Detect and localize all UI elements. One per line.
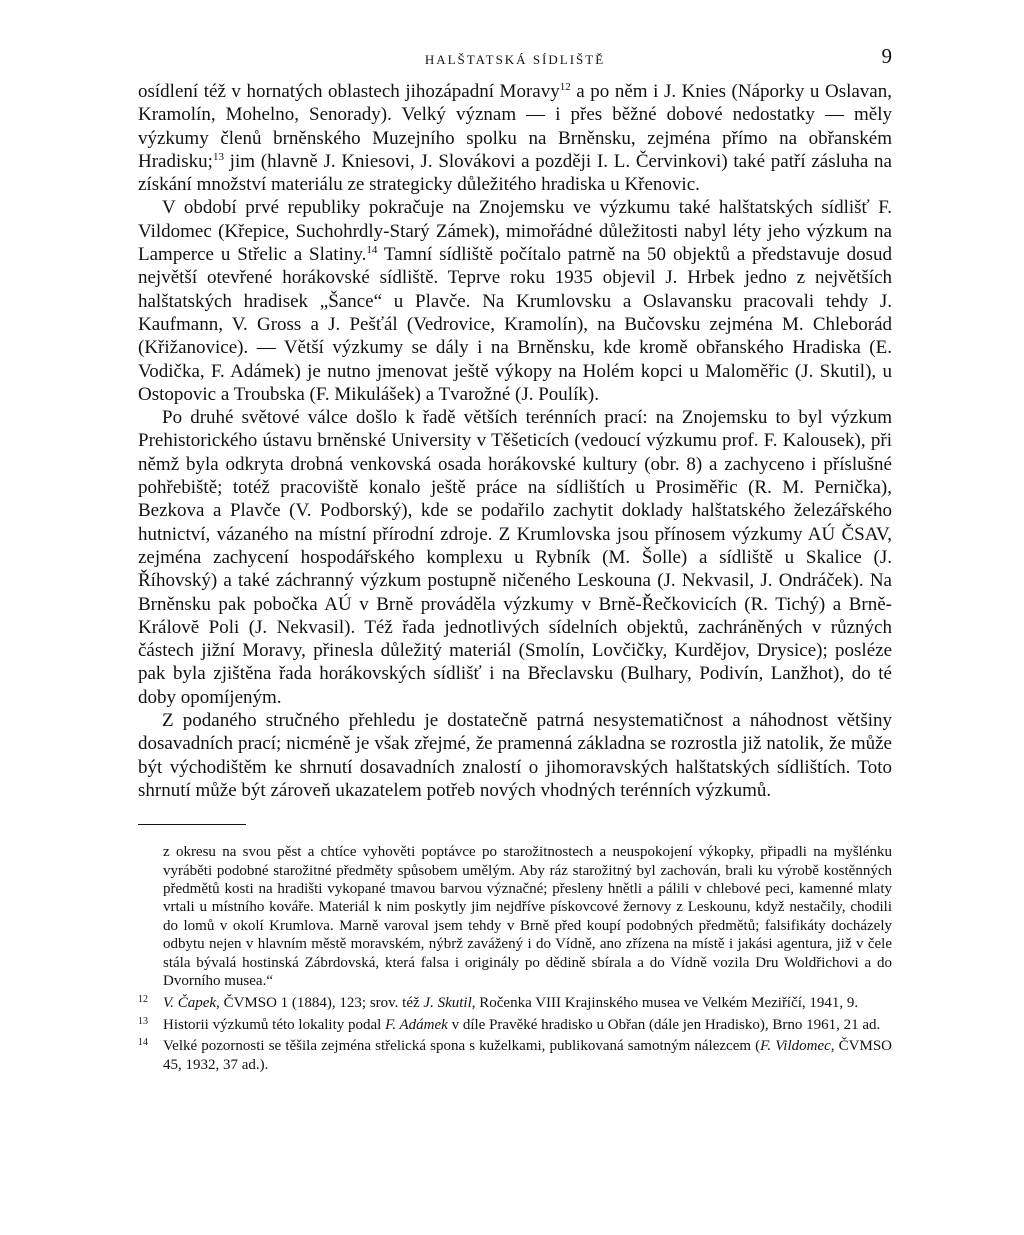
paragraph	[138, 80, 892, 196]
footnote-text	[163, 1016, 892, 1034]
footnote-12	[138, 994, 892, 1012]
text-run: V období prvé republiky pokračuje na Znojemsku ve výzkumu také halštatských sídlišť F. Vildomec (Křepice, Suchohrdly-Starý Zámek), mimořádné důležitosti nabyl léty jeho výzkum na Lamperce u Střelic a Slatiny.	[138, 197, 892, 266]
footnote-text	[163, 994, 892, 1012]
author-name: V. Čapek,	[163, 995, 220, 1012]
footnote-number: 13	[138, 1015, 148, 1027]
text-run: jim (hlavně J. Kniesovi, J. Slovákovi a později I. L. Červinkovi) také patří zásluha na získání množství materiálu ze strategicky důležitého hradiska u Křenovic.	[138, 150, 892, 196]
text-run: Velké pozornosti se těšila zejména střelická spona s kuželkami, publikovaná samotným nálezcem (	[163, 1038, 761, 1055]
text-run: Historii výzkumů této lokality podal	[163, 1016, 386, 1033]
text-run: a po něm i J. Knies (Náporky u Oslavan, Kramolín, Mohelno, Senorady). Velký význam — i přes běžné dobové nedostatky — měly výzkumy členů brněnského Muzejního spolku na Brněnsku, zejména přímo na obřanském Hradisku;	[138, 81, 892, 172]
footnote-14	[138, 1037, 892, 1074]
footnotes	[138, 843, 892, 1074]
running-header	[138, 40, 892, 80]
footnote-divider	[138, 824, 246, 825]
running-title: HALŠTATSKÁ SÍDLIŠTĚ	[424, 52, 606, 67]
footnote-number: 14	[138, 1037, 148, 1049]
author-name: F. Vildomec,	[760, 1038, 835, 1055]
author-name: F. Adámek	[385, 1016, 448, 1033]
text-run: Ročenka VIII Krajinského musea ve Velkém Meziříčí, 1941, 9.	[475, 995, 859, 1012]
author-name: J. Skutil,	[423, 995, 476, 1012]
paragraph: Z podaného stručného přehledu je dostatečně patrná nesystematičnost a náhodnost většiny dosavadních prací; nicméně je však zřejmé, že pramenná základna se rozrostla již natolik, že může být východištěm ke shrnutí dosavadních znalostí o jihomoravských halštatských sídlištích. Toto shrnutí může být zároveň ukazatelem potřeb nových vhodných terénních výzkumů.	[138, 710, 892, 801]
footnote-reference: 12	[559, 81, 571, 93]
page-number: 9	[881, 44, 892, 68]
text-run: ČVMSO 45, 1932, 37 ad.).	[163, 1038, 892, 1073]
footnote-continued	[138, 843, 892, 990]
paragraph: Po druhé světové válce došlo k řadě větších terénních prací: na Znojemsku to byl výzkum Prehistorického ústavu brněnské University v Těšeticích (vedoucí výzkumu prof. F. Kalousek), při němž byla odkryta drobná venkovská osada horákovské kultury (obr. 8) a zachyceno i příslušné pohřebiště; totéž pracoviště konalo ještě práce na sídlištích u Prosiměřic (R. M. Pernička), Bezkova a Plavče (V. Podborský), kde se podařilo zachytit doklady halštatského železářského hutnictví, vázaného na místní přírodní zdroje. Z Krumlovska jsou přínosem výzkumy AÚ ČSAV, zejména zachycení hospodářského komplexu u Rybník (M. Šolle) a sídliště u Skalice (J. Říhovský) a také záchranný výzkum postupně ničeného Leskouna (J. Nekvasil, J. Ondráček). Na Brněnsku pak pobočka AÚ v Brně prováděla výzkumy v Brně-Řečkovicích (R. Tichý) a Brně-Královĕ Poli (J. Nekvasil). Též řada jednotlivých sídelních objektů, zachráněných v různých částech jižní Moravy, přinesla důležitý materiál (Smolín, Lovčičky, Kurdějov, Drysice); posléze pak byla zjištěna řada horákovských sídlišť i na Břeclavsku (Bulhary, Podivín, Lanžhot), do té doby opomíjeným.	[138, 407, 892, 708]
paragraph	[138, 196, 892, 406]
footnote-13	[138, 1016, 892, 1034]
text-run: ČVMSO 1 (1884), 123; srov. též	[219, 995, 424, 1012]
footnote-reference: 14	[366, 244, 378, 257]
main-text	[138, 80, 892, 802]
footnote-reference: 13	[212, 150, 224, 163]
document-page	[138, 40, 892, 1074]
text-run: osídlení též v hornatých oblastech jihozápadní Moravy	[138, 81, 560, 102]
footnote-number: 12	[138, 994, 148, 1006]
footnote-text	[163, 1037, 892, 1074]
text-run: Tamní sídliště počítalo patrně na 50 objektů a představuje dosud největší otevřené horákovské sídliště. Teprve roku 1935 objevil J. Hrbek jedno z největších halštatských hradisek „Šance“ u Plavče. Na Krumlovsku a Oslavansku pracovali tehdy J. Kaufmann, V. Gross a J. Pešťál (Vedrovice, Kramolín), na Bučovsku zejména M. Chleborád (Křižanovice). — Větší výzkumy se dály i na Brněnsku, kde kromě obřanského Hradiska (E. Vodička, F. Adámek) je nutno jmenovat ještě výkopy na Holém kopci u Maloměřic (J. Skutil), u Ostopovic a Troubska (F. Mikulášek) a Tvarožné (J. Poulík).	[138, 244, 892, 405]
text-run: v díle Pravěké hradisko u Obřan (dále jen Hradisko), Brno 1961, 21 ad.	[447, 1016, 881, 1033]
footnote-text: z okresu na svou pěst a chtíce vyhověti poptávce po starožitnostech a neuspokojení výkopky, připadli na myšlénku vyráběti podobné starožitné předměty spůsobem umělým. Aby ráz starožitný byl zachován, brali ku výrobě kostěnných předmětů kosti na hradišti vykopané tmavou barvou význačné; přesleny hnětli a pálili v chlebové peci, kamenné mlaty vrtali u místního kováře. Materiál k nim poskytly jim nejdříve pískovcové žernovy z Leskounu, když nestačily, chodili do lomů v okolí Krumlova. Marně varoval jsem tehdy v Brně před koupí podobných předmětů; falsifikáty docházely odbytu nejen v hlavním městě moravském, nýbrž zavážený i do Vídně, ano zřízena na místě i jakási agentura, již v čele stála bývalá hostinská Zábrdovská, která falsa i originály po dědině sbírala a do Vídně vozila Dru Woldřichovi a do Dvorního musea.“	[163, 844, 892, 990]
